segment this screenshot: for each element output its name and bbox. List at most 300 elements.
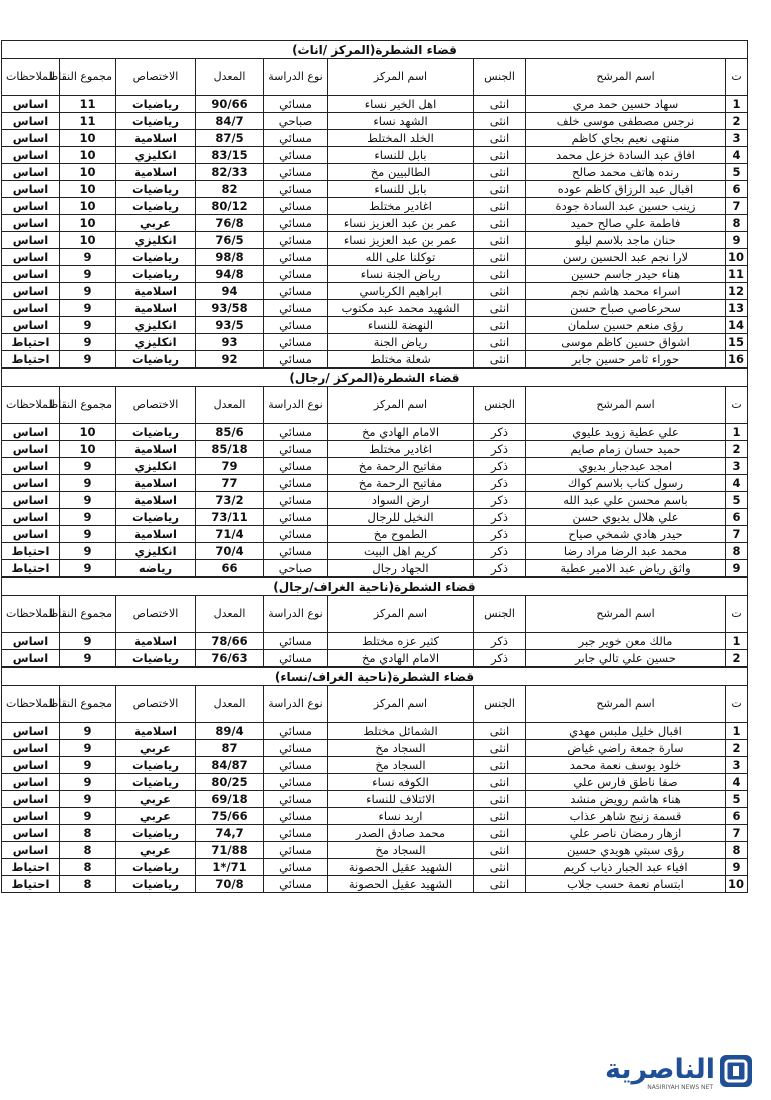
cell-specialty: رياضيات <box>116 825 196 842</box>
table-row <box>1 509 747 526</box>
cell-candidate-name: خلود يوسف نعمة محمد <box>526 757 726 774</box>
section-table <box>1 40 748 368</box>
header-row <box>1 596 747 633</box>
cell-notes: اساس <box>1 791 59 808</box>
cell-points: 8 <box>60 825 116 842</box>
cell-notes: احتياط <box>1 859 59 876</box>
cell-points: 9 <box>60 249 116 266</box>
cell-points: 10 <box>60 164 116 181</box>
cell-study-type: مسائي <box>264 458 328 475</box>
cell-index: 4 <box>726 147 748 164</box>
cell-notes: اساس <box>1 740 59 757</box>
cell-notes: احتياط <box>1 334 59 351</box>
cell-center-name: السجاد مخ <box>328 740 474 757</box>
cell-gender: ذكر <box>474 509 526 526</box>
cell-center-name: بابل للنساء <box>328 147 474 164</box>
cell-center-name: الامام الهادي مخ <box>328 424 474 441</box>
cell-points: 10 <box>60 232 116 249</box>
column-header-average: المعدل <box>196 59 264 96</box>
table-row <box>1 633 747 650</box>
cell-candidate-name: ازهار رمضان ناصر علي <box>526 825 726 842</box>
table-row <box>1 300 747 317</box>
cell-center-name: الطموح مخ <box>328 526 474 543</box>
cell-specialty: رياضيات <box>116 181 196 198</box>
cell-candidate-name: افياء عبد الجبار ذياب كريم <box>526 859 726 876</box>
cell-gender: انثى <box>474 96 526 113</box>
cell-notes: اساس <box>1 300 59 317</box>
column-header-points: مجموع النقاط <box>60 387 116 424</box>
cell-center-name: النخيل للرجال <box>328 509 474 526</box>
cell-index: 2 <box>726 740 748 757</box>
cell-specialty: رياضيات <box>116 859 196 876</box>
cell-center-name: اغادير مختلط <box>328 441 474 458</box>
cell-center-name: الكوفه نساء <box>328 774 474 791</box>
logo-emblem-icon <box>719 1054 753 1088</box>
cell-notes: اساس <box>1 283 59 300</box>
cell-specialty: رياضيات <box>116 650 196 667</box>
cell-specialty: رياضيات <box>116 509 196 526</box>
cell-center-name: الشمائل مختلط <box>328 723 474 740</box>
column-header-specialty: الاختصاص <box>116 387 196 424</box>
cell-notes: اساس <box>1 475 59 492</box>
cell-study-type: مسائي <box>264 740 328 757</box>
cell-index: 14 <box>726 317 748 334</box>
cell-specialty: انكليزي <box>116 232 196 249</box>
cell-index: 2 <box>726 113 748 130</box>
cell-center-name: الامام الهادي مخ <box>328 650 474 667</box>
cell-points: 8 <box>60 842 116 859</box>
cell-center-name: عمر بن عبد العزيز نساء <box>328 232 474 249</box>
cell-points: 10 <box>60 198 116 215</box>
column-header-average: المعدل <box>196 686 264 723</box>
cell-notes: اساس <box>1 441 59 458</box>
cell-points: 9 <box>60 283 116 300</box>
table-row <box>1 232 747 249</box>
cell-study-type: صباحي <box>264 560 328 577</box>
table-row <box>1 283 747 300</box>
cell-specialty: رياضيات <box>116 249 196 266</box>
cell-average: 85/18 <box>196 441 264 458</box>
cell-points: 9 <box>60 317 116 334</box>
column-header-candidate-name: اسم المرشح <box>526 387 726 424</box>
cell-notes: اساس <box>1 808 59 825</box>
cell-candidate-name: حسين علي تالي جابر <box>526 650 726 667</box>
cell-points: 10 <box>60 215 116 232</box>
cell-notes: اساس <box>1 458 59 475</box>
cell-average: 71/88 <box>196 842 264 859</box>
cell-average: 76/63 <box>196 650 264 667</box>
cell-index: 7 <box>726 825 748 842</box>
table-row <box>1 757 747 774</box>
cell-study-type: مسائي <box>264 650 328 667</box>
cell-gender: ذكر <box>474 560 526 577</box>
table-row <box>1 164 747 181</box>
cell-points: 9 <box>60 757 116 774</box>
table-row <box>1 317 747 334</box>
column-header-index: ت <box>726 387 748 424</box>
cell-index: 11 <box>726 266 748 283</box>
cell-average: 71/4 <box>196 526 264 543</box>
cell-points: 9 <box>60 266 116 283</box>
cell-center-name: الشهيد محمد عبد مكتوب <box>328 300 474 317</box>
table-row <box>1 774 747 791</box>
cell-index: 4 <box>726 774 748 791</box>
cell-gender: ذكر <box>474 543 526 560</box>
cell-index: 8 <box>726 215 748 232</box>
cell-notes: اساس <box>1 164 59 181</box>
cell-gender: ذكر <box>474 441 526 458</box>
cell-index: 7 <box>726 526 748 543</box>
cell-average: 94/8 <box>196 266 264 283</box>
table-row <box>1 560 747 577</box>
cell-candidate-name: حوراء ثامر حسين جابر <box>526 351 726 368</box>
cell-average: 84/7 <box>196 113 264 130</box>
cell-gender: انثى <box>474 147 526 164</box>
cell-gender: انثى <box>474 113 526 130</box>
cell-gender: انثى <box>474 164 526 181</box>
cell-gender: انثى <box>474 723 526 740</box>
cell-gender: انثى <box>474 232 526 249</box>
cell-average: 76/8 <box>196 215 264 232</box>
cell-center-name: شعلة مختلط <box>328 351 474 368</box>
cell-study-type: مسائي <box>264 441 328 458</box>
cell-center-name: الخلد المختلط <box>328 130 474 147</box>
cell-notes: احتياط <box>1 543 59 560</box>
cell-gender: انثى <box>474 300 526 317</box>
table-row <box>1 842 747 859</box>
cell-candidate-name: باسم محسن علي عبد الله <box>526 492 726 509</box>
cell-candidate-name: صفا ناطق فارس علي <box>526 774 726 791</box>
cell-gender: انثى <box>474 876 526 893</box>
cell-average: 90/66 <box>196 96 264 113</box>
table-row <box>1 130 747 147</box>
section-table <box>1 368 748 577</box>
cell-points: 10 <box>60 181 116 198</box>
cell-center-name: مفاتيح الرحمة مخ <box>328 458 474 475</box>
cell-average: 87 <box>196 740 264 757</box>
cell-notes: احتياط <box>1 876 59 893</box>
cell-specialty: رياضيات <box>116 774 196 791</box>
nasiriyah-logo <box>605 1050 753 1094</box>
cell-average: 80/25 <box>196 774 264 791</box>
cell-center-name: اهل الخير نساء <box>328 96 474 113</box>
cell-index: 10 <box>726 249 748 266</box>
column-header-specialty: الاختصاص <box>116 59 196 96</box>
cell-candidate-name: اقبال عبد الرزاق كاظم عوده <box>526 181 726 198</box>
cell-average: 70/8 <box>196 876 264 893</box>
column-header-specialty: الاختصاص <box>116 596 196 633</box>
cell-specialty: انكليزي <box>116 317 196 334</box>
cell-study-type: مسائي <box>264 526 328 543</box>
column-header-gender: الجنس <box>474 686 526 723</box>
cell-specialty: اسلامية <box>116 492 196 509</box>
cell-study-type: مسائي <box>264 300 328 317</box>
cell-points: 11 <box>60 96 116 113</box>
table-row <box>1 351 747 368</box>
cell-gender: انثى <box>474 215 526 232</box>
cell-study-type: مسائي <box>264 249 328 266</box>
cell-index: 5 <box>726 164 748 181</box>
header-row <box>1 387 747 424</box>
cell-center-name: اربد نساء <box>328 808 474 825</box>
column-header-study-type: نوع الدراسة <box>264 686 328 723</box>
cell-points: 9 <box>60 633 116 650</box>
cell-center-name: الطالبيين مخ <box>328 164 474 181</box>
cell-notes: اساس <box>1 198 59 215</box>
cell-candidate-name: رسول كتاب بلاسم كواك <box>526 475 726 492</box>
cell-center-name: السجاد مخ <box>328 757 474 774</box>
cell-study-type: مسائي <box>264 424 328 441</box>
cell-specialty: انكليزي <box>116 543 196 560</box>
cell-notes: اساس <box>1 130 59 147</box>
cell-average: 83/15 <box>196 147 264 164</box>
cell-average: 80/12 <box>196 198 264 215</box>
cell-center-name: توكلنا على الله <box>328 249 474 266</box>
table-row <box>1 475 747 492</box>
cell-specialty: اسلامية <box>116 723 196 740</box>
cell-candidate-name: رؤى سبتي هويدي حسين <box>526 842 726 859</box>
cell-candidate-name: امجد عبدجبار بديوي <box>526 458 726 475</box>
cell-center-name: الشهيد عقيل الحصونة <box>328 876 474 893</box>
table-row <box>1 458 747 475</box>
cell-specialty: اسلامية <box>116 164 196 181</box>
cell-center-name: الجهاد رجال <box>328 560 474 577</box>
cell-specialty: عربي <box>116 215 196 232</box>
table-row <box>1 492 747 509</box>
cell-center-name: السجاد مخ <box>328 842 474 859</box>
cell-index: 6 <box>726 181 748 198</box>
cell-points: 9 <box>60 509 116 526</box>
cell-study-type: مسائي <box>264 633 328 650</box>
cell-index: 3 <box>726 458 748 475</box>
column-header-notes: الملاحظات <box>1 686 59 723</box>
cell-index: 10 <box>726 876 748 893</box>
column-header-notes: الملاحظات <box>1 596 59 633</box>
cell-center-name: كثير عزه مختلط <box>328 633 474 650</box>
cell-candidate-name: سهاد حسين حمد مري <box>526 96 726 113</box>
cell-center-name: عمر بن عبد العزيز نساء <box>328 215 474 232</box>
table-row <box>1 147 747 164</box>
cell-candidate-name: حنان ماجد بلاسم ليلو <box>526 232 726 249</box>
cell-candidate-name: علي هلال بديوي حسن <box>526 509 726 526</box>
column-header-center-name: اسم المركز <box>328 59 474 96</box>
cell-study-type: مسائي <box>264 215 328 232</box>
cell-center-name: الشهيد عقيل الحصونة <box>328 859 474 876</box>
table-row <box>1 198 747 215</box>
table-row <box>1 181 747 198</box>
section-table <box>1 577 748 667</box>
cell-notes: اساس <box>1 526 59 543</box>
cell-gender: انثى <box>474 283 526 300</box>
cell-specialty: رياضه <box>116 560 196 577</box>
cell-specialty: اسلامية <box>116 283 196 300</box>
cell-study-type: مسائي <box>264 232 328 249</box>
cell-notes: اساس <box>1 215 59 232</box>
cell-study-type: مسائي <box>264 164 328 181</box>
cell-study-type: مسائي <box>264 859 328 876</box>
document-body <box>6 40 748 893</box>
cell-notes: اساس <box>1 181 59 198</box>
cell-candidate-name: واثق رياض عبد الامير عطية <box>526 560 726 577</box>
logo-subtitle: NASIRIYAH NEWS NET <box>647 1084 713 1091</box>
cell-notes: اساس <box>1 317 59 334</box>
cell-gender: انثى <box>474 181 526 198</box>
section-title: قضاء الشطرة(المركز /رجال) <box>1 369 747 387</box>
header-row <box>1 59 747 96</box>
cell-study-type: مسائي <box>264 283 328 300</box>
cell-index: 9 <box>726 859 748 876</box>
cell-candidate-name: حميد حسان زمام صايم <box>526 441 726 458</box>
column-header-average: المعدل <box>196 596 264 633</box>
cell-gender: انثى <box>474 757 526 774</box>
cell-candidate-name: علي عطية زويد عليوي <box>526 424 726 441</box>
cell-study-type: مسائي <box>264 825 328 842</box>
column-header-specialty: الاختصاص <box>116 686 196 723</box>
cell-study-type: مسائي <box>264 791 328 808</box>
column-header-points: مجموع النقاط <box>60 59 116 96</box>
cell-points: 9 <box>60 791 116 808</box>
cell-specialty: اسلامية <box>116 130 196 147</box>
cell-gender: انثى <box>474 825 526 842</box>
column-header-notes: الملاحظات <box>1 387 59 424</box>
cell-specialty: رياضيات <box>116 113 196 130</box>
column-header-gender: الجنس <box>474 596 526 633</box>
cell-gender: ذكر <box>474 458 526 475</box>
cell-candidate-name: رنده هاتف محمد صالح <box>526 164 726 181</box>
cell-average: 82 <box>196 181 264 198</box>
cell-average: 94 <box>196 283 264 300</box>
cell-index: 9 <box>726 560 748 577</box>
table-row <box>1 526 747 543</box>
cell-index: 2 <box>726 650 748 667</box>
cell-specialty: رياضيات <box>116 424 196 441</box>
cell-center-name: محمد صادق الصدر <box>328 825 474 842</box>
cell-notes: اساس <box>1 147 59 164</box>
cell-center-name: كريم اهل البيت <box>328 543 474 560</box>
cell-center-name: اغادير مختلط <box>328 198 474 215</box>
cell-study-type: مسائي <box>264 842 328 859</box>
cell-specialty: اسلامية <box>116 300 196 317</box>
cell-points: 9 <box>60 560 116 577</box>
cell-index: 16 <box>726 351 748 368</box>
cell-notes: احتياط <box>1 351 59 368</box>
column-header-average: المعدل <box>196 387 264 424</box>
section-title: قضاء الشطرة(ناحية الغراف/نساء) <box>1 668 747 686</box>
cell-index: 5 <box>726 492 748 509</box>
cell-specialty: رياضيات <box>116 757 196 774</box>
cell-candidate-name: هناء هاشم رويض منشد <box>526 791 726 808</box>
cell-gender: ذكر <box>474 475 526 492</box>
cell-notes: اساس <box>1 492 59 509</box>
column-header-gender: الجنس <box>474 387 526 424</box>
cell-specialty: عربي <box>116 842 196 859</box>
cell-study-type: مسائي <box>264 266 328 283</box>
cell-points: 9 <box>60 543 116 560</box>
cell-candidate-name: نرجس مصطفى موسى خلف <box>526 113 726 130</box>
cell-points: 9 <box>60 808 116 825</box>
cell-notes: اساس <box>1 650 59 667</box>
cell-index: 8 <box>726 543 748 560</box>
cell-average: 74,7 <box>196 825 264 842</box>
table-row <box>1 334 747 351</box>
cell-average: 73/11 <box>196 509 264 526</box>
table-row <box>1 441 747 458</box>
column-header-candidate-name: اسم المرشح <box>526 59 726 96</box>
cell-average: 85/6 <box>196 424 264 441</box>
cell-notes: احتياط <box>1 560 59 577</box>
section-table <box>1 667 748 893</box>
cell-study-type: مسائي <box>264 147 328 164</box>
cell-index: 2 <box>726 441 748 458</box>
cell-points: 9 <box>60 723 116 740</box>
cell-candidate-name: محمد عبد الرضا مراد رضا <box>526 543 726 560</box>
table-row <box>1 424 747 441</box>
cell-center-name: بابل للنساء <box>328 181 474 198</box>
cell-points: 8 <box>60 859 116 876</box>
cell-average: 77 <box>196 475 264 492</box>
table-row <box>1 96 747 113</box>
cell-index: 1 <box>726 424 748 441</box>
cell-study-type: مسائي <box>264 334 328 351</box>
table-row <box>1 876 747 893</box>
cell-index: 6 <box>726 509 748 526</box>
cell-center-name: ابراهيم الكرباسي <box>328 283 474 300</box>
cell-candidate-name: قسمة زنيج شاهر عذاب <box>526 808 726 825</box>
cell-average: 76/5 <box>196 232 264 249</box>
cell-study-type: مسائي <box>264 509 328 526</box>
column-header-candidate-name: اسم المرشح <box>526 596 726 633</box>
column-header-index: ت <box>726 59 748 96</box>
table-row <box>1 113 747 130</box>
cell-points: 10 <box>60 441 116 458</box>
cell-candidate-name: فاطمة علي صالح حميد <box>526 215 726 232</box>
cell-study-type: مسائي <box>264 774 328 791</box>
cell-index: 3 <box>726 130 748 147</box>
column-header-gender: الجنس <box>474 59 526 96</box>
cell-candidate-name: رؤى منعم حسين سلمان <box>526 317 726 334</box>
table-row <box>1 215 747 232</box>
cell-average: 73/2 <box>196 492 264 509</box>
column-header-points: مجموع النقاط <box>60 596 116 633</box>
cell-specialty: اسلامية <box>116 441 196 458</box>
cell-candidate-name: ابتسام نعمة حسب جلاب <box>526 876 726 893</box>
cell-average: 82/33 <box>196 164 264 181</box>
cell-study-type: مسائي <box>264 723 328 740</box>
cell-index: 4 <box>726 475 748 492</box>
cell-center-name: مفاتيح الرحمة مخ <box>328 475 474 492</box>
cell-points: 9 <box>60 475 116 492</box>
cell-study-type: مسائي <box>264 543 328 560</box>
cell-points: 9 <box>60 351 116 368</box>
cell-index: 12 <box>726 283 748 300</box>
cell-points: 10 <box>60 130 116 147</box>
cell-gender: انثى <box>474 317 526 334</box>
cell-points: 9 <box>60 300 116 317</box>
cell-specialty: رياضيات <box>116 876 196 893</box>
cell-points: 9 <box>60 740 116 757</box>
cell-average: 98/8 <box>196 249 264 266</box>
cell-specialty: رياضيات <box>116 351 196 368</box>
cell-points: 8 <box>60 876 116 893</box>
cell-candidate-name: اشواق حسين كاظم موسى <box>526 334 726 351</box>
cell-average: 93/5 <box>196 317 264 334</box>
table-row <box>1 740 747 757</box>
cell-candidate-name: منتهى نعيم بجاي كاظم <box>526 130 726 147</box>
cell-center-name: رياض الجنة <box>328 334 474 351</box>
cell-study-type: مسائي <box>264 317 328 334</box>
table-row <box>1 249 747 266</box>
cell-index: 6 <box>726 808 748 825</box>
